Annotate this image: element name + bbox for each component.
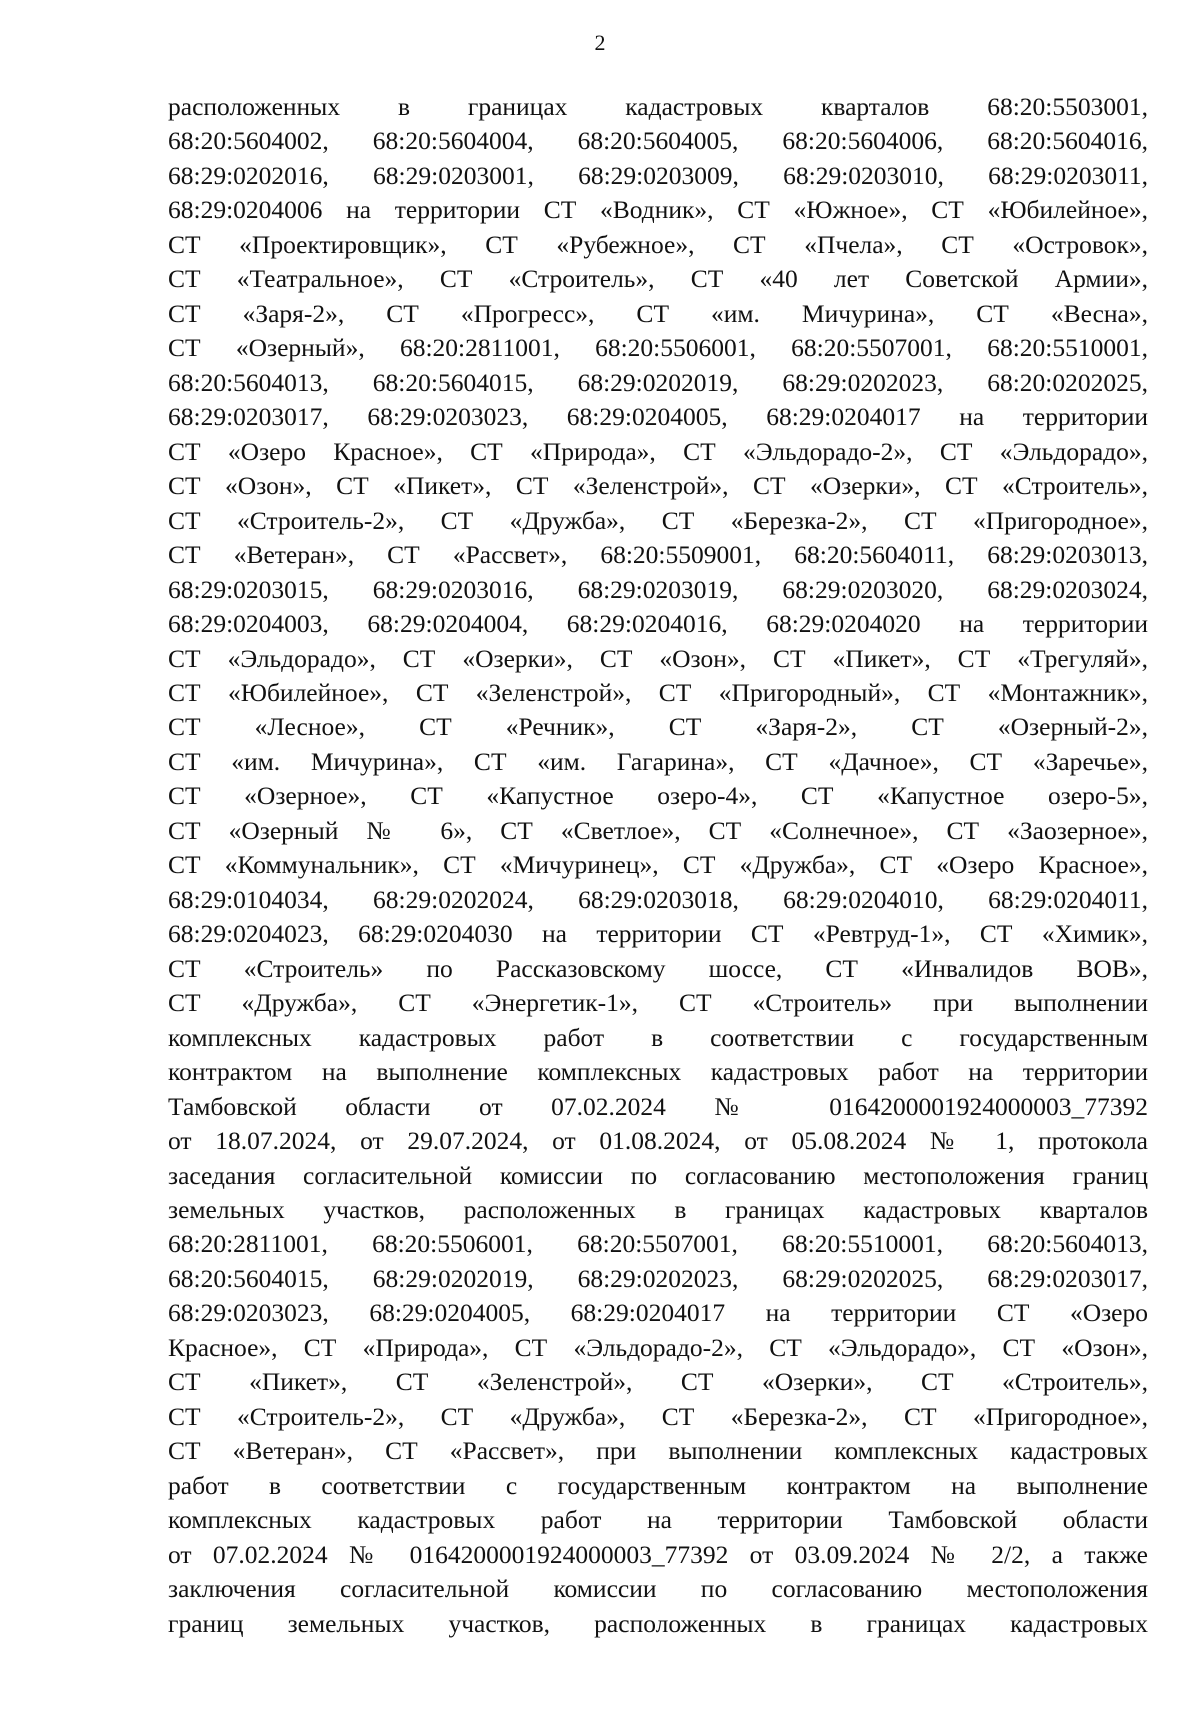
text-line: СТ «Озерное», СТ «Капустное озеро-4», СТ «Капустное озеро-5», xyxy=(168,781,1148,811)
text-line: заседания согласительной комиссии по согласованию местоположения границ xyxy=(168,1160,1148,1190)
text-line: 68:29:0204003, 68:29:0204004, 68:29:0204016, 68:29:0204020 на территории xyxy=(168,609,1148,639)
text-line: заключения согласительной комиссии по согласованию местоположения xyxy=(168,1574,1148,1604)
text-line: 68:29:0204006 на территории СТ «Водник», СТ «Южное», СТ «Юбилейное», xyxy=(168,195,1148,225)
text-line: СТ «Заря-2», СТ «Прогресс», СТ «им. Мичурина», СТ «Весна», xyxy=(168,298,1148,328)
text-line: СТ «Ветеран», СТ «Рассвет», 68:20:5509001, 68:20:5604011, 68:29:0203013, xyxy=(168,540,1148,570)
text-line: СТ «Озерный № 6», СТ «Светлое», СТ «Солнечное», СТ «Заозерное», xyxy=(168,815,1148,845)
text-line: Тамбовской области от 07.02.2024 № 0164200001924000003_77392 xyxy=(168,1091,1148,1121)
text-line: 68:29:0203023, 68:29:0204005, 68:29:0204017 на территории СТ «Озеро xyxy=(168,1298,1148,1328)
text-line: СТ «Озон», СТ «Пикет», СТ «Зеленстрой», СТ «Озерки», СТ «Строитель», xyxy=(168,471,1148,501)
text-line: 68:20:5604015, 68:29:0202019, 68:29:0202023, 68:29:0202025, 68:29:0203017, xyxy=(168,1263,1148,1293)
text-line: 68:20:2811001, 68:20:5506001, 68:20:5507001, 68:20:5510001, 68:20:5604013, xyxy=(168,1229,1148,1259)
text-line: 68:29:0104034, 68:29:0202024, 68:29:0203018, 68:29:0204010, 68:29:0204011, xyxy=(168,884,1148,914)
document-body xyxy=(168,90,1148,1641)
text-line: СТ «Театральное», СТ «Строитель», СТ «40 лет Советской Армии», xyxy=(168,264,1148,294)
text-line: 68:29:0203015, 68:29:0203016, 68:29:0203019, 68:29:0203020, 68:29:0203024, xyxy=(168,574,1148,604)
text-line: комплексных кадастровых работ на территории Тамбовской области xyxy=(168,1505,1148,1535)
text-line: СТ «Озеро Красное», СТ «Природа», СТ «Эльдорадо-2», СТ «Эльдорадо», xyxy=(168,436,1148,466)
text-line: 68:20:5604013, 68:20:5604015, 68:29:0202019, 68:29:0202023, 68:20:0202025, xyxy=(168,367,1148,397)
text-line: Красное», СТ «Природа», СТ «Эльдорадо-2», СТ «Эльдорадо», СТ «Озон», xyxy=(168,1332,1148,1362)
text-line: границ земельных участков, расположенных в границах кадастровых xyxy=(168,1608,1148,1638)
text-line: работ в соответствии с государственным контрактом на выполнение xyxy=(168,1470,1148,1500)
text-line: 68:29:0202016, 68:29:0203001, 68:29:0203009, 68:29:0203010, 68:29:0203011, xyxy=(168,160,1148,190)
text-line: СТ «Эльдорадо», СТ «Озерки», СТ «Озон», СТ «Пикет», СТ «Трегуляй», xyxy=(168,643,1148,673)
text-line: СТ «Озерный», 68:20:2811001, 68:20:5506001, 68:20:5507001, 68:20:5510001, xyxy=(168,333,1148,363)
text-line: контрактом на выполнение комплексных кадастровых работ на территории xyxy=(168,1057,1148,1087)
text-line: 68:29:0203017, 68:29:0203023, 68:29:0204005, 68:29:0204017 на территории xyxy=(168,402,1148,432)
text-line: СТ «Пикет», СТ «Зеленстрой», СТ «Озерки», СТ «Строитель», xyxy=(168,1367,1148,1397)
text-line: расположенных в границах кадастровых кварталов 68:20:5503001, xyxy=(168,92,1148,121)
page-number: 2 xyxy=(594,30,606,55)
text-line: СТ «Дружба», СТ «Энергетик-1», СТ «Строитель» при выполнении xyxy=(168,988,1148,1018)
text-line: СТ «Строитель» по Рассказовскому шоссе, СТ «Инвалидов ВОВ», xyxy=(168,953,1148,983)
text-line: СТ «Строитель-2», СТ «Дружба», СТ «Березка-2», СТ «Пригородное», xyxy=(168,1401,1148,1431)
text-line: от 07.02.2024 № 0164200001924000003_77392 от 03.09.2024 № 2/2, а также xyxy=(168,1539,1148,1569)
text-line: СТ «Строитель-2», СТ «Дружба», СТ «Березка-2», СТ «Пригородное», xyxy=(168,505,1148,535)
text-line: 68:20:5604002, 68:20:5604004, 68:20:5604005, 68:20:5604006, 68:20:5604016, xyxy=(168,126,1148,156)
text-line: от 18.07.2024, от 29.07.2024, от 01.08.2024, от 05.08.2024 № 1, протокола xyxy=(168,1126,1148,1156)
text-line: комплексных кадастровых работ в соответствии с государственным xyxy=(168,1022,1148,1052)
text-line: СТ «им. Мичурина», СТ «им. Гагарина», СТ «Дачное», СТ «Заречье», xyxy=(168,746,1148,776)
text-line: СТ «Проектировщик», СТ «Рубежное», СТ «Пчела», СТ «Островок», xyxy=(168,229,1148,259)
text-line: СТ «Ветеран», СТ «Рассвет», при выполнении комплексных кадастровых xyxy=(168,1436,1148,1466)
text-line: земельных участков, расположенных в границах кадастровых кварталов xyxy=(168,1195,1148,1224)
text-line: СТ «Юбилейное», СТ «Зеленстрой», СТ «Пригородный», СТ «Монтажник», xyxy=(168,677,1148,707)
text-line: СТ «Лесное», СТ «Речник», СТ «Заря-2», СТ «Озерный-2», xyxy=(168,712,1148,742)
text-line: 68:29:0204023, 68:29:0204030 на территории СТ «Ревтруд-1», СТ «Химик», xyxy=(168,919,1148,949)
text-line: СТ «Коммунальник», СТ «Мичуринец», СТ «Дружба», СТ «Озеро Красное», xyxy=(168,850,1148,880)
